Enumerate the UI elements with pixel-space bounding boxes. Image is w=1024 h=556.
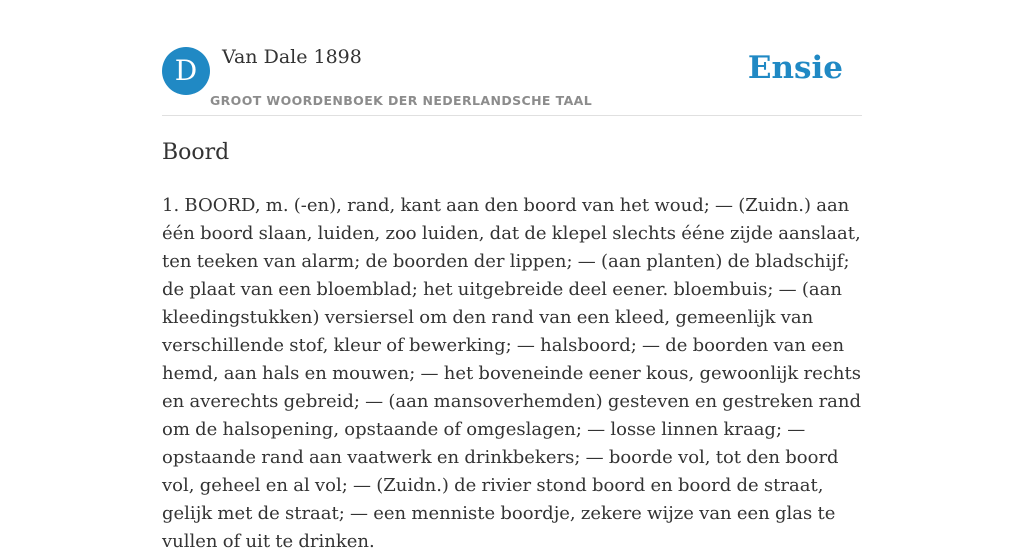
dictionary-logo[interactable]: D <box>162 47 210 95</box>
entry-headword: Boord <box>162 140 230 165</box>
dictionary-subtitle: GROOT WOORDENBOEK DER NEDERLANDSCHE TAAL <box>210 93 593 108</box>
dictionary-title[interactable]: Van Dale 1898 <box>222 46 362 68</box>
header-divider <box>162 115 862 116</box>
brand-logo[interactable]: Ensie <box>747 50 843 86</box>
entry-definition: 1. BOORD, m. (-en), rand, kant aan den boord van het woud; — (Zuidn.) aan één boord slaan, luiden, zoo luiden, dat de klepel slechts ééne zijde aanslaat, ten teeken van alarm; de boorden der lippen; — (aan planten) de bladschijf; de plaat van een bloemblad; het uitgebreide deel eener. bloembuis; — (aan kleedingstukken) versiersel om den rand van een kleed, gemeenlijk van verschillende stof, kleur of bewerking; — halsboord; — de boorden van een hemd, aan hals en mouwen; — het boveneinde eener kous, gewoonlijk rechts en averechts gebreid; — (aan mansoverhemden) gesteven en gestreken rand om de halsopening, opstaande of omgeslagen; — losse linnen kraag; — opstaande rand aan vaatwerk en drinkbekers; — boorde vol, tot den boord vol, geheel en al vol; — (Zuidn.) de rivier stond boord en boord de straat, gelijk met de straat; — een menniste boordje, zekere wijze van een glas te vullen of uit te drinken. <box>162 195 862 552</box>
